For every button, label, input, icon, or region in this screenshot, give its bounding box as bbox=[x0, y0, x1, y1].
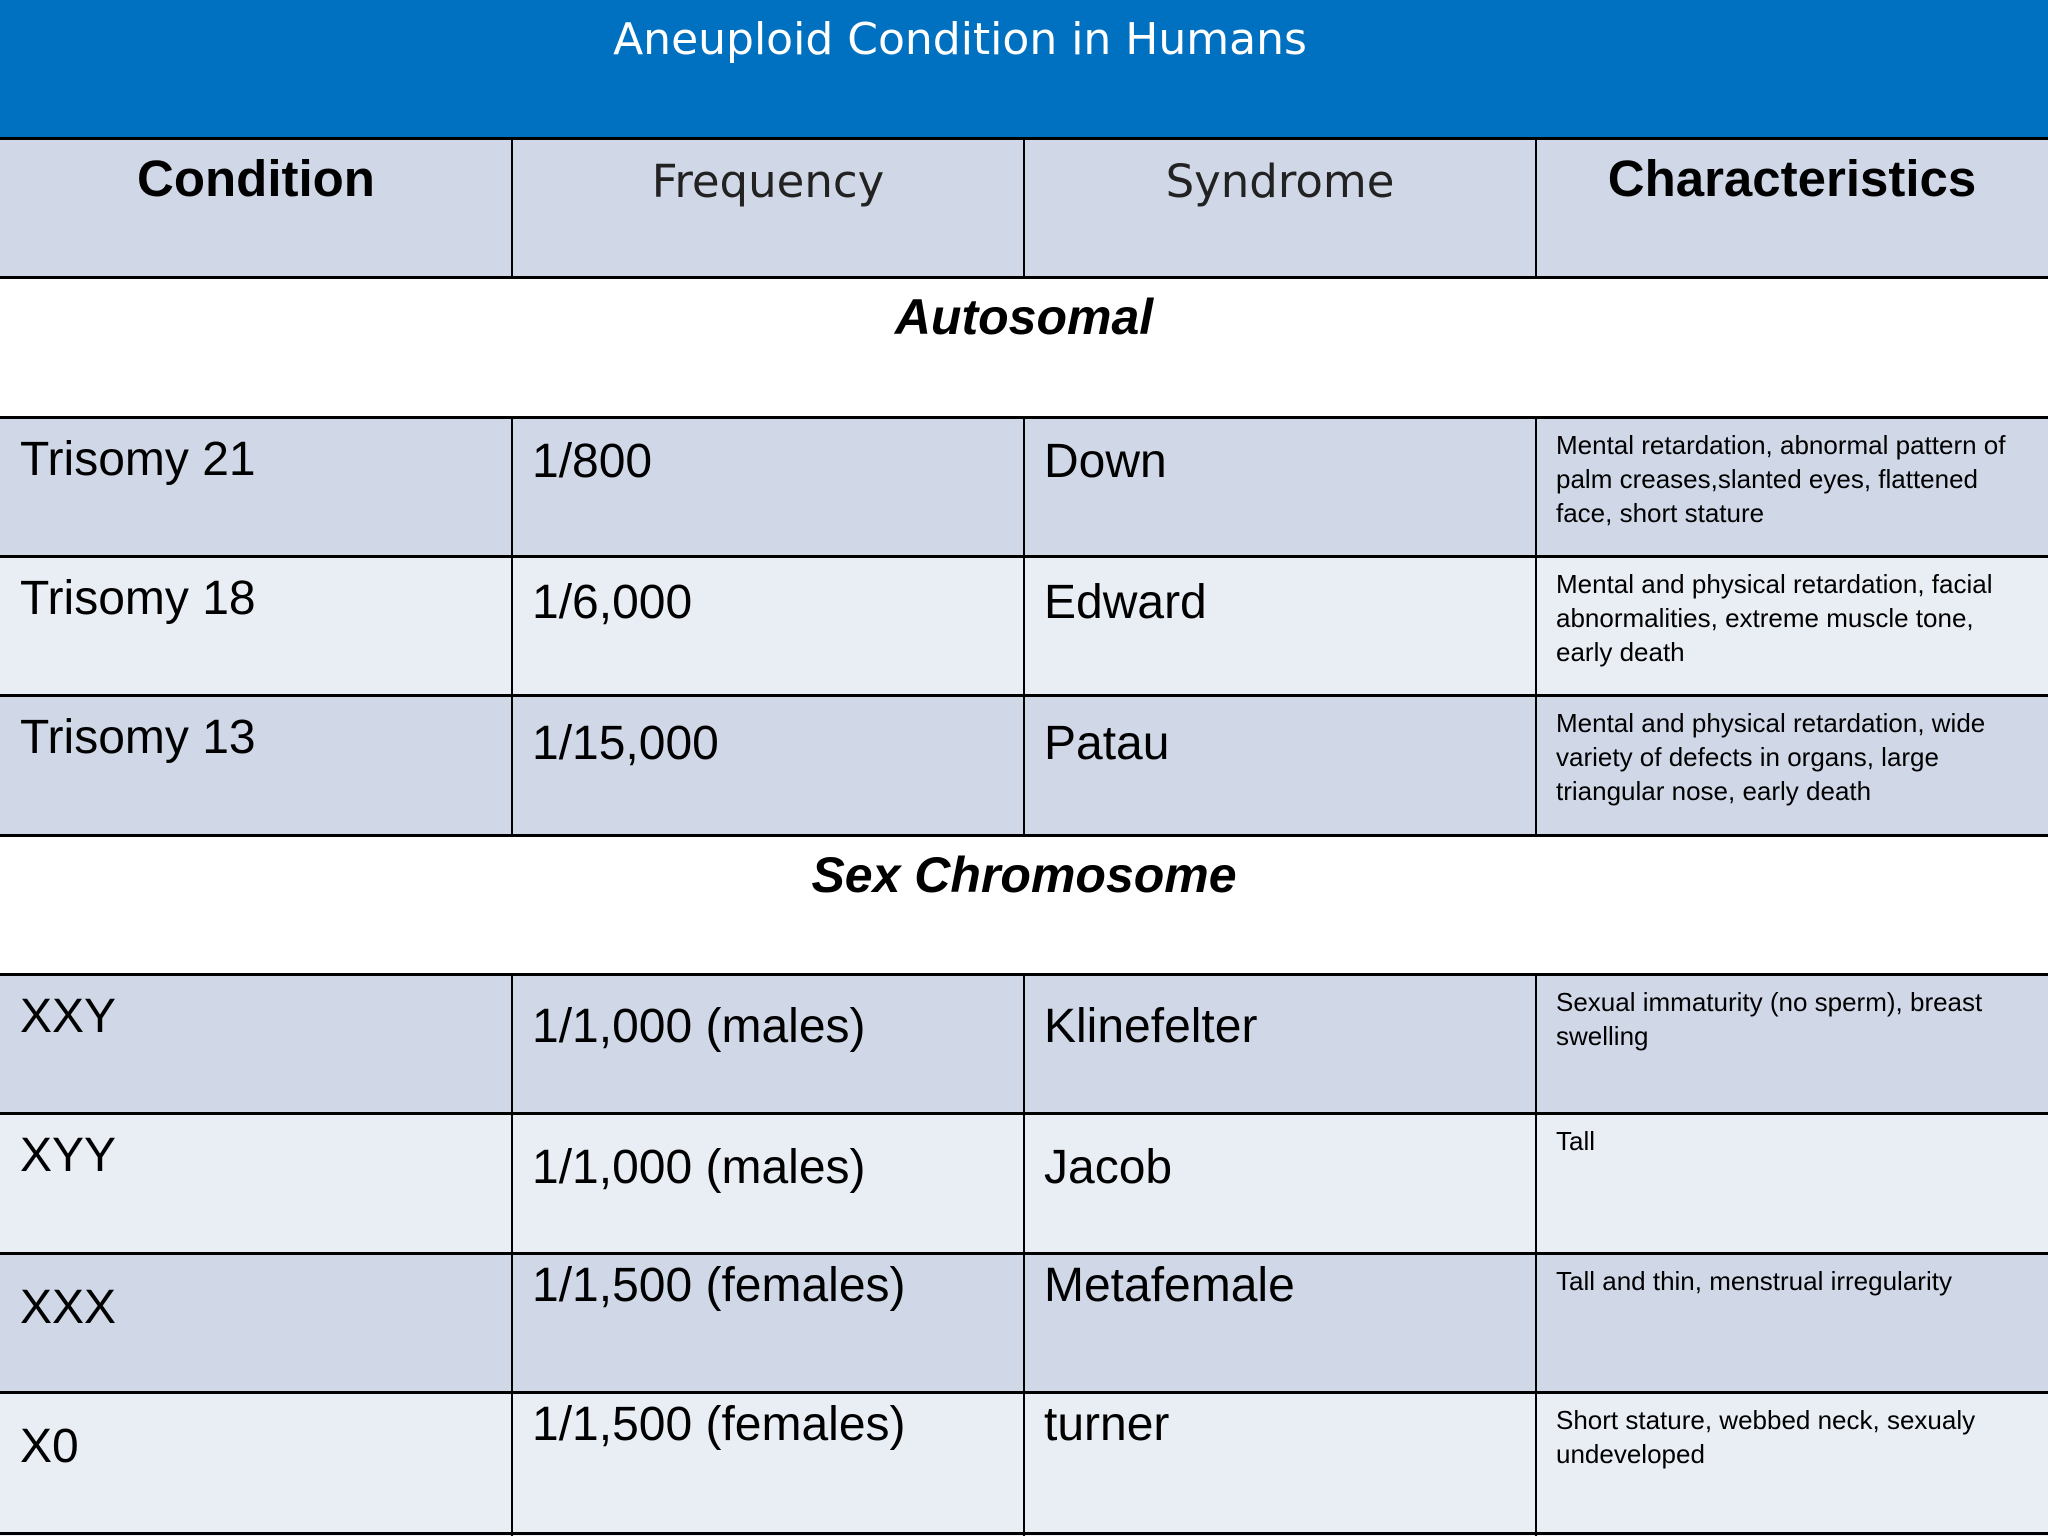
table-divider bbox=[511, 975, 513, 1536]
table-cell-characteristics: Mental and physical retardation, facial abnormalities, extreme muscle tone, early death bbox=[1536, 557, 2048, 696]
table-divider bbox=[1023, 139, 1025, 278]
table-cell-syndrome: Klinefelter bbox=[1024, 975, 1536, 1114]
table-cell-frequency: 1/1,500 (females) bbox=[512, 1393, 1024, 1536]
table-cell-syndrome: Patau bbox=[1024, 696, 1536, 836]
table-cell-characteristics: Mental and physical retardation, wide variety of defects in organs, large triangular nose, early death bbox=[1536, 696, 2048, 836]
table-cell-syndrome: Metafemale bbox=[1024, 1254, 1536, 1393]
table-cell-syndrome: Edward bbox=[1024, 557, 1536, 696]
table-divider bbox=[1023, 418, 1025, 836]
section-sex-chromosome: Sex Chromosome bbox=[0, 836, 2048, 975]
table-cell-condition: XXX bbox=[0, 1254, 512, 1393]
table-divider bbox=[511, 418, 513, 836]
title-bar bbox=[0, 0, 2048, 139]
table-divider bbox=[1535, 975, 1537, 1536]
header-condition: Condition bbox=[0, 139, 512, 278]
section-autosomal: Autosomal bbox=[0, 278, 2048, 418]
table-divider bbox=[1535, 139, 1537, 278]
table-cell-condition: XXY bbox=[0, 975, 512, 1114]
table-cell-frequency: 1/15,000 bbox=[512, 696, 1024, 836]
header-characteristics: Characteristics bbox=[1536, 139, 2048, 278]
table-cell-frequency: 1/6,000 bbox=[512, 557, 1024, 696]
table-cell-characteristics: Short stature, webbed neck, sexualy undeveloped bbox=[1536, 1393, 2048, 1536]
table-divider bbox=[1023, 975, 1025, 1536]
table-divider bbox=[511, 139, 513, 278]
table-cell-frequency: 1/1,500 (females) bbox=[512, 1254, 1024, 1393]
table-cell-condition: Trisomy 13 bbox=[0, 696, 512, 836]
header-syndrome: Syndrome bbox=[1024, 139, 1536, 278]
table-divider bbox=[1535, 418, 1537, 836]
aneuploidy-table bbox=[0, 139, 2048, 1536]
table-cell-characteristics: Tall bbox=[1536, 1114, 2048, 1254]
table-cell-frequency: 1/1,000 (males) bbox=[512, 975, 1024, 1114]
table-cell-characteristics: Mental retardation, abnormal pattern of palm creases,slanted eyes, flattened face, short stature bbox=[1536, 418, 2048, 557]
header-frequency: Frequency bbox=[512, 139, 1024, 278]
slide-title: Aneuploid Condition in Humans bbox=[613, 14, 1307, 65]
table-cell-frequency: 1/800 bbox=[512, 418, 1024, 557]
table-cell-syndrome: turner bbox=[1024, 1393, 1536, 1536]
table-cell-frequency: 1/1,000 (males) bbox=[512, 1114, 1024, 1254]
table-cell-characteristics: Tall and thin, menstrual irregularity bbox=[1536, 1254, 2048, 1393]
table-cell-syndrome: Down bbox=[1024, 418, 1536, 557]
table-cell-condition: Trisomy 18 bbox=[0, 557, 512, 696]
table-cell-characteristics: Sexual immaturity (no sperm), breast swelling bbox=[1536, 975, 2048, 1114]
table-cell-condition: X0 bbox=[0, 1393, 512, 1536]
table-cell-condition: XYY bbox=[0, 1114, 512, 1254]
table-cell-condition: Trisomy 21 bbox=[0, 418, 512, 557]
table-cell-syndrome: Jacob bbox=[1024, 1114, 1536, 1254]
